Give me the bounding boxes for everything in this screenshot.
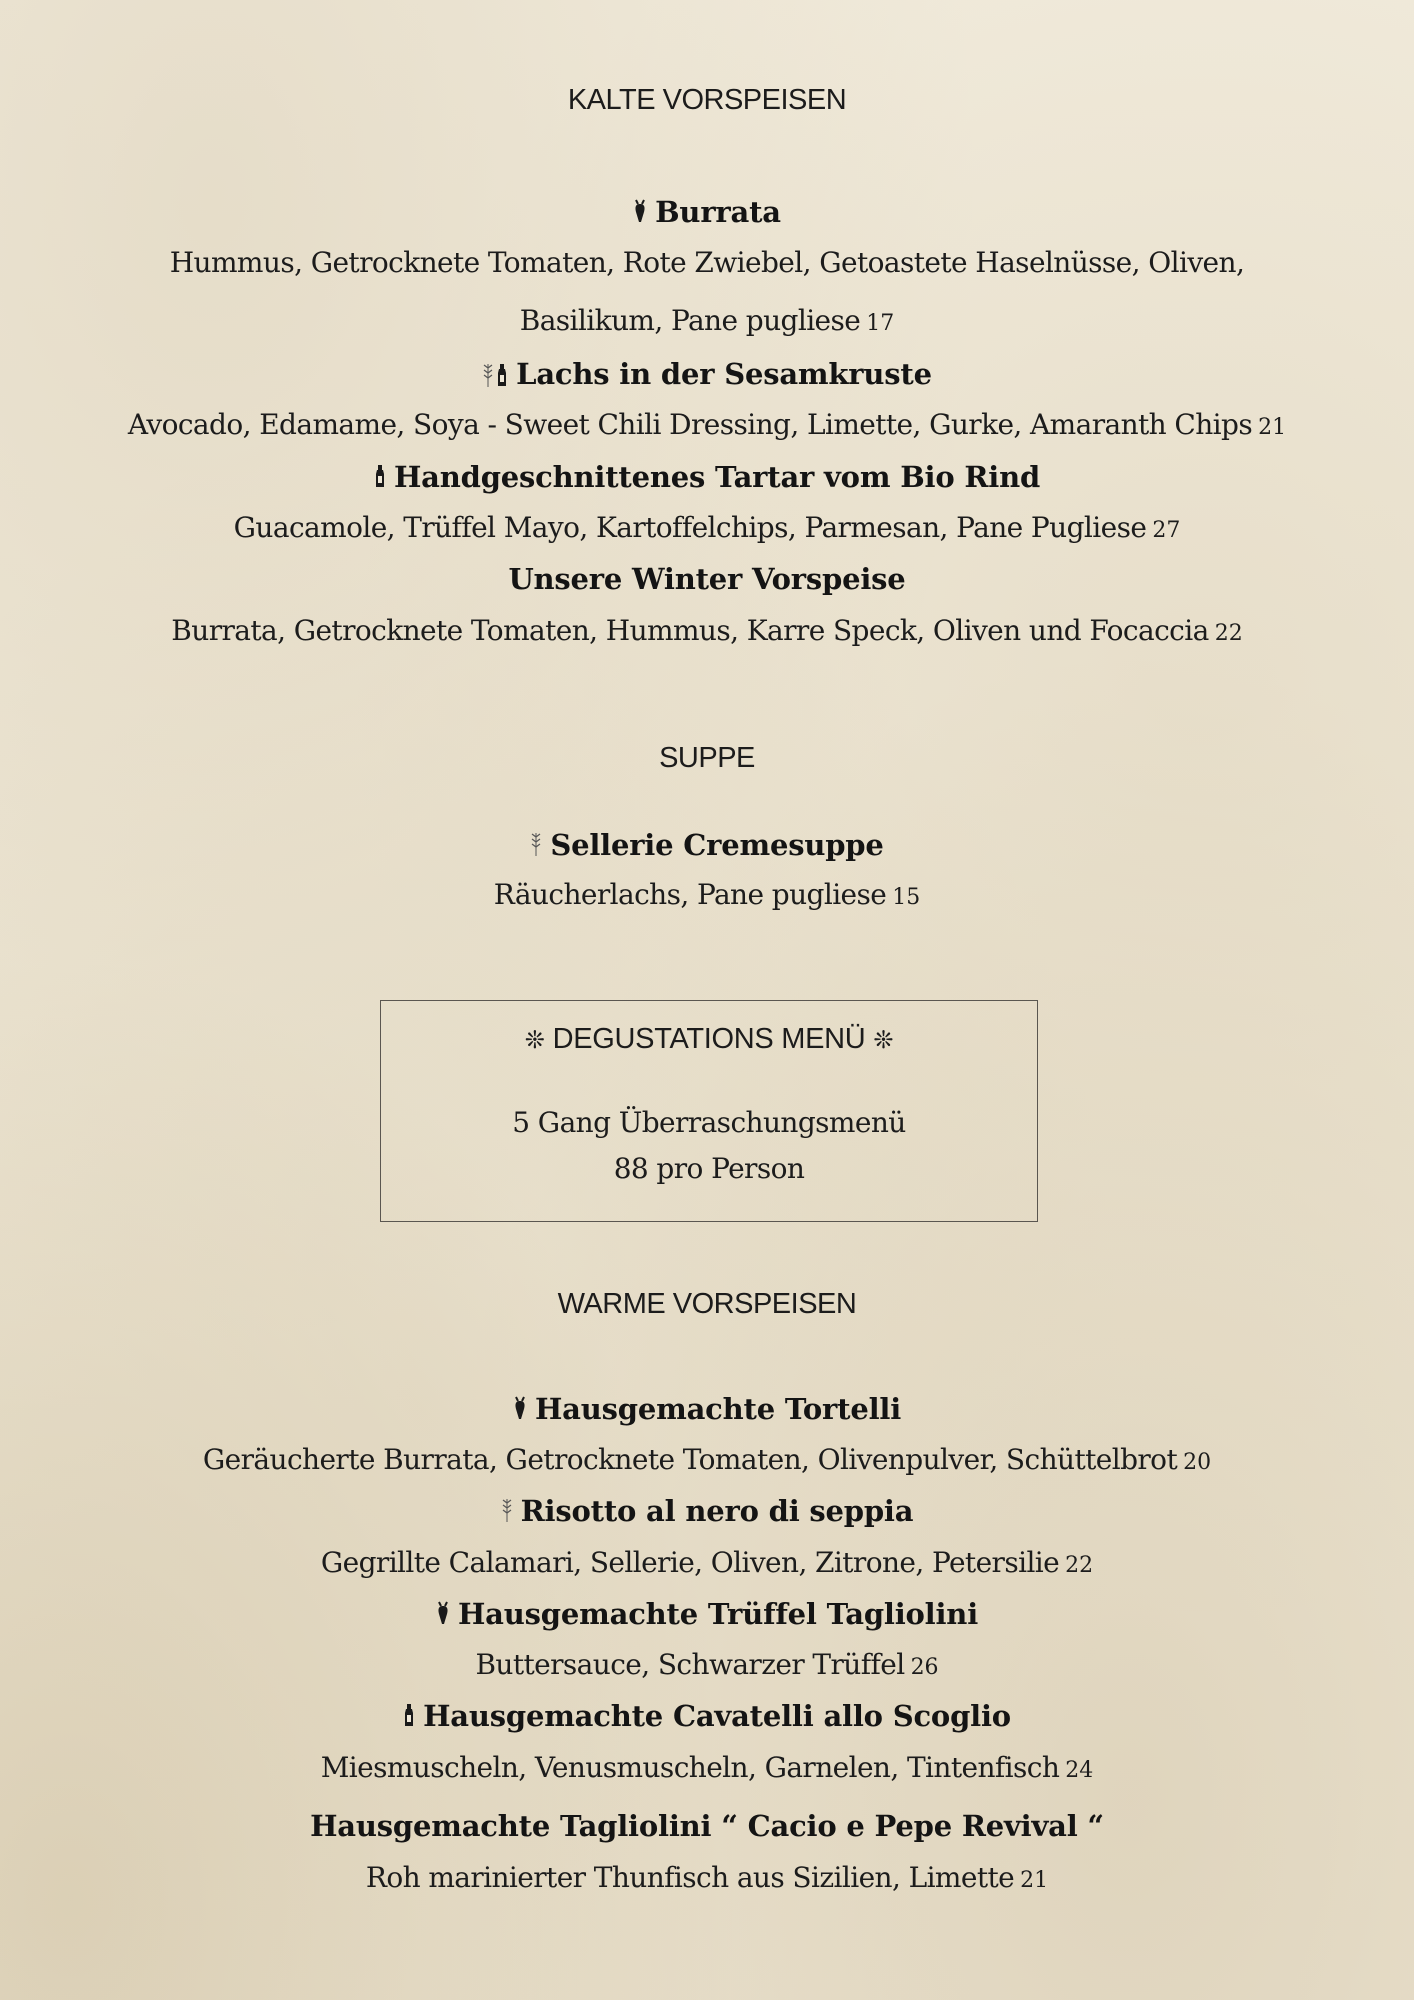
dish-title-sellerie (0, 828, 1414, 862)
dish-desc-cavatelli (0, 1751, 1414, 1784)
dish-title-cacio-e-pepe (0, 1809, 1414, 1843)
dish-desc-text: Burrata, Getrocknete Tomaten, Hummus, Karre Speck, Oliven und Focaccia (171, 614, 1209, 647)
dish-title-tortelli (0, 1392, 1414, 1426)
dish-desc-text: Gegrillte Calamari, Sellerie, Oliven, Zitrone, Petersilie (320, 1546, 1060, 1579)
dish-desc-lachs (0, 408, 1414, 441)
gluten-wheat-icon (530, 831, 542, 857)
dish-title-text: Hausgemachte Tortelli (534, 1392, 902, 1426)
dish-title-text: Hausgemachte Trüffel Tagliolini (457, 1597, 979, 1631)
dish-title-text: Handgeschnittenes Tartar vom Bio Rind (393, 460, 1041, 494)
dish-price: 26 (910, 1655, 939, 1680)
dish-desc-text: Räucherlachs, Pane pugliese (493, 878, 887, 911)
dish-title-trueffel (0, 1597, 1414, 1631)
dish-price: 27 (1152, 518, 1181, 543)
dish-title-cavatelli (0, 1699, 1414, 1733)
tasting-menu-line1: 5 Gang Überraschungsmenü (512, 1106, 906, 1139)
dish-desc-text: Roh marinierter Thunfisch aus Sizilien, Limette (365, 1861, 1015, 1894)
dish-price: 22 (1214, 621, 1243, 646)
dish-title-tartar (0, 460, 1414, 494)
tasting-menu-title: DEGUSTATIONS MENÜ (552, 1023, 866, 1055)
dish-title-risotto (0, 1494, 1414, 1528)
dish-desc-text: Guacamole, Trüffel Mayo, Kartoffelchips, Parmesan, Pane Pugliese (233, 511, 1147, 544)
vegetarian-carrot-icon (633, 198, 647, 224)
dish-desc-tartar (0, 511, 1414, 544)
dish-title-text: Risotto al nero di seppia (520, 1494, 914, 1528)
dish-price: 22 (1065, 1553, 1094, 1578)
dish-desc-burrata-line1: Hummus, Getrocknete Tomaten, Rote Zwiebel, Getoastete Haselnüsse, Oliven, (169, 246, 1245, 279)
dish-title-lachs (0, 357, 1414, 393)
section-heading-soup: SUPPE (659, 742, 755, 774)
dish-desc-text: Geräucherte Burrata, Getrocknete Tomaten, Olivenpulver, Schüttelbrot (202, 1443, 1178, 1476)
snowflake-icon: ❊ (873, 1026, 894, 1054)
dish-price: 21 (1258, 415, 1287, 440)
dish-title-burrata (0, 195, 1414, 229)
section-heading-cold: KALTE VORSPEISEN (567, 84, 847, 116)
gluten-wheat-icon (482, 362, 494, 388)
tasting-menu-heading (381, 1023, 1037, 1056)
vegetarian-carrot-icon (513, 1395, 527, 1421)
dish-desc-text: Avocado, Edamame, Soya - Sweet Chili Dressing, Limette, Gurke, Amaranth Chips (127, 408, 1253, 441)
dish-desc-tortelli (0, 1443, 1414, 1476)
dish-title-text: Sellerie Cremesuppe (550, 828, 884, 862)
vegetarian-carrot-icon (436, 1600, 450, 1626)
dish-desc-text: Buttersauce, Schwarzer Trüffel (475, 1648, 905, 1681)
dish-desc-risotto (0, 1546, 1414, 1579)
lactose-bottle-icon (496, 362, 508, 388)
dish-title-text: Hausgemachte Cavatelli allo Scoglio (423, 1699, 1011, 1733)
snowflake-icon: ❊ (524, 1026, 545, 1054)
dish-title-text: Unsere Winter Vorspeise (508, 562, 906, 596)
section-heading-warm: WARME VORSPEISEN (557, 1288, 857, 1320)
dish-desc-cacio-e-pepe (0, 1861, 1414, 1894)
dish-price: 21 (1020, 1868, 1049, 1893)
icon-group (482, 359, 510, 393)
tasting-menu-box (380, 1000, 1038, 1222)
dish-title-text: Lachs in der Sesamkruste (516, 357, 932, 391)
dish-desc-text: Miesmuscheln, Venusmuscheln, Garnelen, Tintenfisch (320, 1751, 1060, 1784)
dish-desc-burrata-line2 (0, 304, 1414, 337)
dish-price: 24 (1065, 1758, 1094, 1783)
gluten-wheat-icon (501, 1497, 513, 1523)
dish-desc-sellerie (0, 878, 1414, 911)
dish-desc-winter (0, 614, 1414, 647)
dish-price: 15 (892, 885, 921, 910)
dish-price: 17 (866, 311, 895, 336)
dish-title-winter (0, 562, 1414, 596)
lactose-bottle-icon (403, 1702, 415, 1728)
dish-title-text: Hausgemachte Tagliolini “ Cacio e Pepe Revival “ (310, 1809, 1104, 1843)
dish-price: 20 (1183, 1450, 1212, 1475)
tasting-menu-price: 88 pro Person (613, 1152, 805, 1185)
dish-desc-trueffel (0, 1648, 1414, 1681)
dish-title-text: Burrata (655, 195, 781, 229)
lactose-bottle-icon (374, 463, 386, 489)
dish-desc-text: Basilikum, Pane pugliese (519, 304, 861, 337)
